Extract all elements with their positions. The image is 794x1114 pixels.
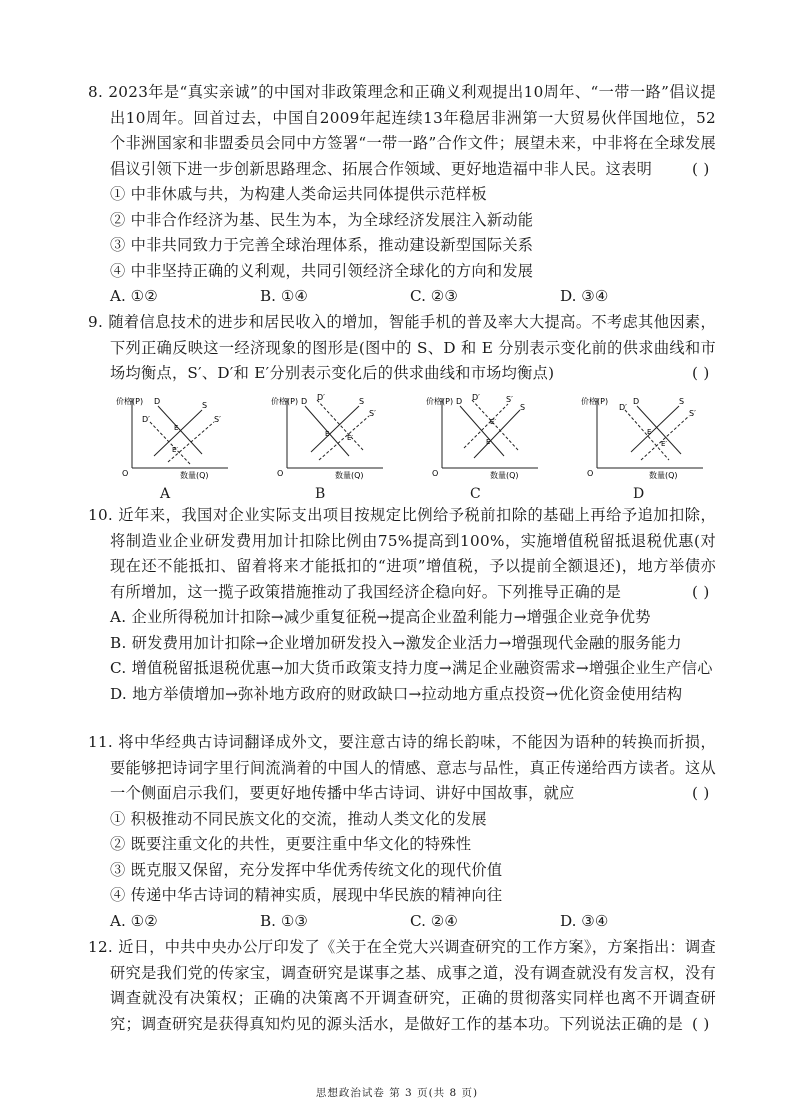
graph-d <box>575 392 705 500</box>
origin-label: O <box>432 469 439 478</box>
graph-c-label: C <box>470 486 481 502</box>
label-s-prime: S′ <box>369 409 376 418</box>
demand-curve <box>158 406 202 454</box>
q11-option-3: ③ 既克服又保留，充分发挥中华优秀传统文化的现代价值 <box>110 860 503 879</box>
q8-choice-d: D. ③④ <box>560 287 609 305</box>
demand-curve-new <box>150 422 190 464</box>
q11-choices <box>110 909 716 935</box>
label-d-prime: D′ <box>142 415 150 424</box>
label-d-prime: D′ <box>317 393 325 402</box>
question-9: 9. 随着信息技术的进步和居民收入的增加，智能手机的普及率大大提高。不考虑其他因素，下列正确反映这一经济现象的图形是(图中的 S、D 和 E 分别表示变化前的供求曲线和市场均衡点，S′、D′和 E′分别表示变化后的供求曲线和市场均衡点) ( ) <box>88 313 716 382</box>
label-e-prime: E′ <box>490 418 497 426</box>
graph-b-svg <box>265 392 395 482</box>
q10-option-a: A. 企业所得税加计扣除→减少重复征税→提高企业盈利能力→增强企业竞争优势 <box>110 608 651 626</box>
q8-option-1: ① 中非休戚与共，为构建人类命运共同体提供示范样板 <box>110 185 487 203</box>
q10-option-d: D. 地方举债增加→弥补地方政府的财政缺口→拉动地方重点投资→优化资金使用结构 <box>110 684 683 703</box>
label-s: S <box>679 397 685 406</box>
q11-option-2: ② 既要注重文化的共性，更要注重中华文化的特殊性 <box>110 835 472 853</box>
label-e: E <box>486 438 491 446</box>
q10-stem: 10. 近年来，我国对企业实际支出项目按规定比例给予税前扣除的基础上再给予追加扣除，将制造业企业研发费用加计扣除比例由75%提高到100%，实施增值税留抵退税优惠(对现在还不能抵扣、留着将来才能抵扣的“进项”增值税，予以提前全额退还)，地方举债亦有所增加，这一揽子政策措施推动了我国经济企稳向好。下列推导正确的是 <box>88 506 716 601</box>
q8-choices <box>110 284 716 310</box>
q11-stem: 11. 将中华经典古诗词翻译成外文，要注意古诗的绵长韵味，不能因为语种的转换而折损，要能够把诗词字里行间流淌着的中国人的情感、意志与品性，真正传递给西方读者。这从一个侧面启示我们，要更好地传播中华古诗词、讲好中国故事，就应 <box>88 733 716 802</box>
q11-option-1: ① 积极推动不同民族文化的交流，推动人类文化的发展 <box>110 809 487 828</box>
label-e: E <box>325 430 330 438</box>
q8-option-3: ③ 中非共同致力于完善全球治理体系，推动建设新型国际关系 <box>110 236 534 254</box>
q10-option-c: C. 增值税留抵退税优惠→加大货币政策支持力度→满足企业融资需求→增强企业生产信心 <box>110 659 713 677</box>
page-footer: 思想政治试卷 第 3 页(共 8 页) <box>315 1087 479 1099</box>
origin-label: O <box>122 469 129 478</box>
y-axis-label: 价格(P) <box>116 397 144 406</box>
y-axis-label: 价格(P) <box>426 397 454 406</box>
demand-curve <box>460 406 504 456</box>
q11-choice-d: D. ③④ <box>560 911 609 930</box>
q11-choice-c: C. ②④ <box>410 911 458 930</box>
demand-curve <box>637 406 681 454</box>
graph-c-svg <box>420 392 550 482</box>
origin-label: O <box>587 469 594 478</box>
label-d-prime: D′ <box>619 403 627 412</box>
label-s-prime: S′ <box>506 395 513 404</box>
supply-curve-new <box>319 416 369 460</box>
graph-a <box>110 392 240 500</box>
q10-option-b: B. 研发费用加计扣除→企业增加研发投入→激发企业活力→增强现代金融的服务能力 <box>110 633 682 652</box>
label-s: S <box>359 397 365 406</box>
q11-choice-a: A. ①② <box>110 911 158 930</box>
graph-b-label: B <box>315 486 326 502</box>
q8-choice-c: C. ②③ <box>410 287 458 305</box>
y-axis-label: 价格(P) <box>271 397 299 406</box>
label-s-prime: S′ <box>214 415 221 424</box>
label-e-prime: E′ <box>172 446 179 454</box>
graph-c <box>420 392 550 500</box>
label-d: D <box>456 397 463 406</box>
y-axis-label: 价格(P) <box>581 397 609 406</box>
label-d: D <box>633 397 640 406</box>
question-8: 8. 2023年是“真实亲诚”的中国对非政策理念和正确义利观提出10周年、“一带一路”倡议提出10周年。回首过去，中国自2009年起连续13年稳居非洲第一大贸易伙伴国地位，52个非洲国家和非盟委员会同中方签署“一带一路”合作文件；展望未来，中非将在全球发展倡议引领下进一步创新思路理念、拓展合作领域、更好地造福中非人民。这表明 ( ) ① 中非休戚与共，为构建人类命运共同体提供示范样板 ② 中非合作经济为基、民生为本，为全球经济发展注入新动能 ③ 中非共同致力于完善全球治理体系，推动建设新型国际关系 ④ 中非坚持正确的义利观，共同引领经济全球化的方向和发展 A. ①② B. ①④ C. ②③ D. ③④ <box>88 80 716 310</box>
supply-curve <box>311 406 359 452</box>
x-axis-label: 数量(Q) <box>180 471 209 480</box>
label-d: D <box>154 397 161 406</box>
graph-d-svg <box>575 392 715 482</box>
q9-stem: 9. 随着信息技术的进步和居民收入的增加，智能手机的普及率大大提高。不考虑其他因素，下列正确反映这一经济现象的图形是(图中的 S、D 和 E 分别表示变化前的供求曲线和市场均衡点，S′、D′和 E′分别表示变化后的供求曲线和市场均衡点) <box>88 313 716 382</box>
q11-choice-b: B. ①③ <box>260 911 309 930</box>
q8-choice-a: A. ①② <box>110 287 158 305</box>
label-s: S <box>520 403 526 412</box>
supply-curve-new <box>641 416 689 460</box>
graph-a-svg <box>110 392 240 482</box>
x-axis-label: 数量(Q) <box>490 471 519 480</box>
label-d: D <box>301 397 308 406</box>
label-e: E <box>174 424 179 432</box>
question-12: 12. 近日，中共中央办公厅印发了《关于在全党大兴调查研究的工作方案》，方案指出：调查研究是我们党的传家宝，调查研究是谋事之基、成事之道，没有调查就没有发言权，没有调查就没有决策权；正确的决策离不开调查研究，正确的贯彻落实同样也离不开调查研究；调查研究是获得真知灼见的源头活水，是做好工作的基本功。下列说法正确的是 ( ) <box>88 938 716 1033</box>
demand-curve-new <box>317 400 363 450</box>
q8-option-2: ② 中非合作经济为基、民生为本，为全球经济发展注入新动能 <box>110 210 534 229</box>
label-e-prime: E′ <box>661 440 668 448</box>
label-e: E <box>647 428 652 436</box>
q12-stem: 12. 近日，中共中央办公厅印发了《关于在全党大兴调查研究的工作方案》，方案指出：调查研究是我们党的传家宝，调查研究是谋事之基、成事之道，没有调查就没有发言权，没有调查就没有决策权；正确的决策离不开调查研究，正确的贯彻落实同样也离不开调查研究；调查研究是获得真知灼见的源头活水，是做好工作的基本功。下列说法正确的是 <box>88 938 716 1033</box>
q8-stem: 8. 2023年是“真实亲诚”的中国对非政策理念和正确义利观提出10周年、“一带一路”倡议提出10周年。回首过去，中国自2009年起连续13年稳居非洲第一大贸易伙伴国地位，52个非洲国家和非盟委员会同中方签署“一带一路”合作文件；展望未来，中非将在全球发展倡议引领下进一步创新思路理念、拓展合作领域、更好地造福中非人民。这表明 <box>88 83 716 178</box>
q9-graphs <box>110 392 720 500</box>
label-s: S <box>202 401 208 410</box>
x-axis-label: 数量(Q) <box>335 471 364 480</box>
question-10: 10. 近年来，我国对企业实际支出项目按规定比例给予税前扣除的基础上再给予追加扣除，将制造业企业研发费用加计扣除比例由75%提高到100%，实施增值税留抵退税优惠(对现在还不能抵扣、留着将来才能抵扣的“进项”增值税，予以提前全额退还)，地方举债亦有所增加，这一揽子政策措施推动了我国经济企稳向好。下列推导正确的是 ( ) A. 企业所得税加计扣除→减少重复征税→提高企业盈利能力→增强企业竞争优势 B. 研发费用加计扣除→企业增加研发投入→激发企业活力→增强现代金融的服务能力 C. 增值税留抵退税优惠→加大货币政策支持力度→满足企业融资需求→增强企业生产信心 D. 地方举债增加→弥补地方政府的财政缺口→拉动地方重点投资→优化资金使用结构 <box>88 503 716 707</box>
q8-choice-b: B. ①④ <box>260 287 309 305</box>
question-11: 11. 将中华经典古诗词翻译成外文，要注意古诗的绵长韵味，不能因为语种的转换而折损，要能够把诗词字里行间流淌着的中国人的情感、意志与品性，真正传递给西方读者。这从一个侧面启示我们，要更好地传播中华古诗词、讲好中国故事，就应 ( ) ① 积极推动不同民族文化的交流，推动人类文化的发展 ② 既要注重文化的共性，更要注重中华文化的特殊性 ③ 既克服又保留，充分发挥中华优秀传统文化的现代价值 ④ 传递中华古诗词的精神实质，展现中华民族的精神向往 A. ①② B. ①③ C. ②④ D. ③④ <box>88 730 716 934</box>
supply-curve <box>631 406 679 452</box>
graph-b <box>265 392 395 500</box>
q8-option-4: ④ 中非坚持正确的义利观，共同引领经济全球化的方向和发展 <box>110 261 534 280</box>
supply-curve <box>474 410 520 458</box>
x-axis-label: 数量(Q) <box>649 471 678 480</box>
label-s-prime: S′ <box>689 409 696 418</box>
graph-a-label: A <box>160 486 171 502</box>
label-e-prime: E′ <box>347 434 354 442</box>
q11-option-4: ④ 传递中华古诗词的精神实质，展现中华民族的精神向往 <box>110 886 503 904</box>
label-d-prime: D′ <box>472 393 480 402</box>
origin-label: O <box>277 469 284 478</box>
graph-d-label: D <box>633 486 645 502</box>
